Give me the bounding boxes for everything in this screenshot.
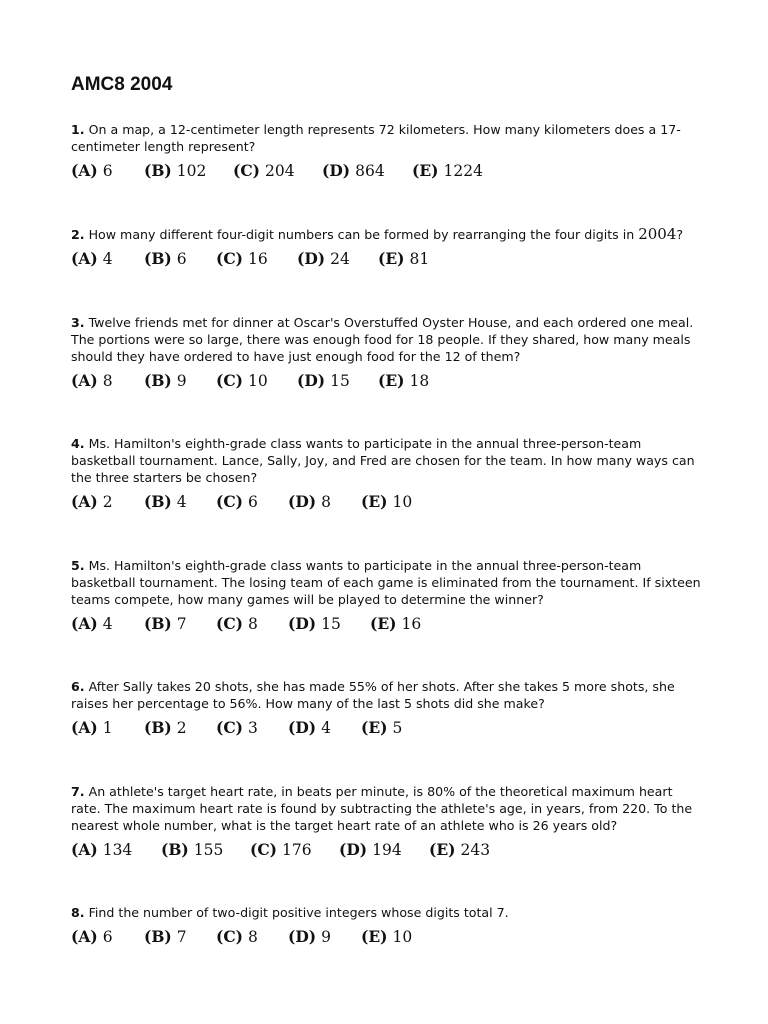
choice-e: (E) 5 — [361, 717, 403, 737]
choice-d: (D) 4 — [288, 717, 331, 737]
problem-question: An athlete's target heart rate, in beats per minute, is 80% of the theoretical maximum heart rate. The maximum heart rate is found by subtracting the athlete's age, in years, from 220. To the nearest whole number, what is the target heart rate of an athlete who is 26 years old? — [71, 784, 693, 833]
document-title: AMC8 2004 — [71, 74, 173, 95]
answer-choices — [71, 924, 701, 948]
choice-b: (B) 2 — [144, 717, 187, 737]
problem-number: 6. — [71, 679, 85, 694]
choice-a: (A) 134 — [71, 839, 133, 859]
choice-d: (D) 9 — [288, 926, 331, 946]
choice-e: (E) 1224 — [412, 160, 483, 180]
answer-choices — [71, 246, 701, 270]
choice-b: (B) 7 — [144, 926, 187, 946]
choice-b: (B) 6 — [144, 248, 187, 268]
problem-text — [71, 435, 701, 486]
choice-e: (E) 18 — [378, 370, 430, 390]
problem-question: Ms. Hamilton's eighth-grade class wants to participate in the annual three-person-team basketball tournament. Lance, Sally, Joy, and Fred are chosen for the team. In how many ways can the three starters be chosen? — [71, 436, 695, 485]
answer-choices — [71, 837, 701, 861]
problem-2 — [71, 226, 701, 270]
choice-a: (A) 8 — [71, 370, 113, 390]
choice-c: (C) 10 — [216, 370, 268, 390]
problem-1 — [71, 121, 701, 182]
choice-e: (E) 243 — [429, 839, 491, 859]
problem-question: After Sally takes 20 shots, she has made 55% of her shots. After she takes 5 more shots, she raises her percentage to 56%. How many of the last 5 shots did she make? — [71, 679, 675, 711]
choice-a: (A) 4 — [71, 613, 113, 633]
choice-c: (C) 204 — [233, 160, 295, 180]
choice-b: (B) 4 — [144, 491, 187, 511]
problem-question: Find the number of two-digit positive integers whose digits total 7. — [88, 905, 509, 920]
inline-math: 2004 — [638, 225, 677, 243]
problem-number: 2. — [71, 227, 85, 242]
choice-a: (A) 6 — [71, 926, 113, 946]
problem-text — [71, 314, 701, 365]
choice-e: (E) 81 — [378, 248, 430, 268]
choice-a: (A) 6 — [71, 160, 113, 180]
choice-a: (A) 1 — [71, 717, 113, 737]
problem-number: 4. — [71, 436, 85, 451]
choice-a: (A) 2 — [71, 491, 113, 511]
answer-choices — [71, 368, 701, 392]
problem-3 — [71, 314, 701, 392]
choice-c: (C) 8 — [216, 926, 258, 946]
problem-question: On a map, a 12-centimeter length represents 72 kilometers. How many kilometers does a 17-centimeter length represent? — [71, 122, 681, 154]
problem-5 — [71, 557, 701, 635]
problem-question: Twelve friends met for dinner at Oscar's Overstuffed Oyster House, and each ordered one meal. The portions were so large, there was enough food for 18 people. If they shared, how many meals should they have ordered to have just enough food for the 12 of them? — [71, 315, 694, 364]
answer-choices — [71, 715, 701, 739]
choice-d: (D) 194 — [339, 839, 402, 859]
problem-number: 8. — [71, 905, 85, 920]
problem-number: 7. — [71, 784, 85, 799]
choice-d: (D) 8 — [288, 491, 331, 511]
problem-number: 5. — [71, 558, 85, 573]
choice-d: (D) 15 — [288, 613, 341, 633]
problem-number: 3. — [71, 315, 85, 330]
problem-text: 2. How many different four-digit numbers can be formed by rearranging the four digits in 2004? — [71, 225, 684, 243]
choice-e: (E) 10 — [361, 926, 413, 946]
choice-c: (C) 176 — [250, 839, 312, 859]
problem-question: Ms. Hamilton's eighth-grade class wants to participate in the annual three-person-team basketball tournament. The losing team of each game is eliminated from the tournament. If sixteen teams compete, how many games will be played to determine the winner? — [71, 558, 701, 607]
choice-e: (E) 10 — [361, 491, 413, 511]
problem-text — [71, 678, 701, 712]
problem-text — [71, 557, 701, 608]
problem-text — [71, 783, 701, 834]
problem-text — [71, 121, 701, 155]
problem-8 — [71, 904, 701, 948]
problem-number: 1. — [71, 122, 85, 137]
choice-c: (C) 6 — [216, 491, 258, 511]
answer-choices — [71, 158, 701, 182]
problem-question: How many different four-digit numbers can be formed by rearranging the four digits in — [88, 227, 635, 242]
answer-choices — [71, 489, 701, 513]
problem-6 — [71, 678, 701, 739]
choice-b: (B) 7 — [144, 613, 187, 633]
choice-d: (D) 24 — [297, 248, 350, 268]
choice-c: (C) 8 — [216, 613, 258, 633]
choice-a: (A) 4 — [71, 248, 113, 268]
choice-d: (D) 864 — [322, 160, 385, 180]
choice-c: (C) 3 — [216, 717, 258, 737]
choice-b: (B) 102 — [144, 160, 207, 180]
problem-7 — [71, 783, 701, 861]
choice-c: (C) 16 — [216, 248, 268, 268]
choice-b: (B) 9 — [144, 370, 187, 390]
answer-choices — [71, 611, 701, 635]
problem-4 — [71, 435, 701, 513]
choice-b: (B) 155 — [161, 839, 224, 859]
choice-e: (E) 16 — [370, 613, 422, 633]
choice-d: (D) 15 — [297, 370, 350, 390]
problem-text — [71, 904, 701, 921]
